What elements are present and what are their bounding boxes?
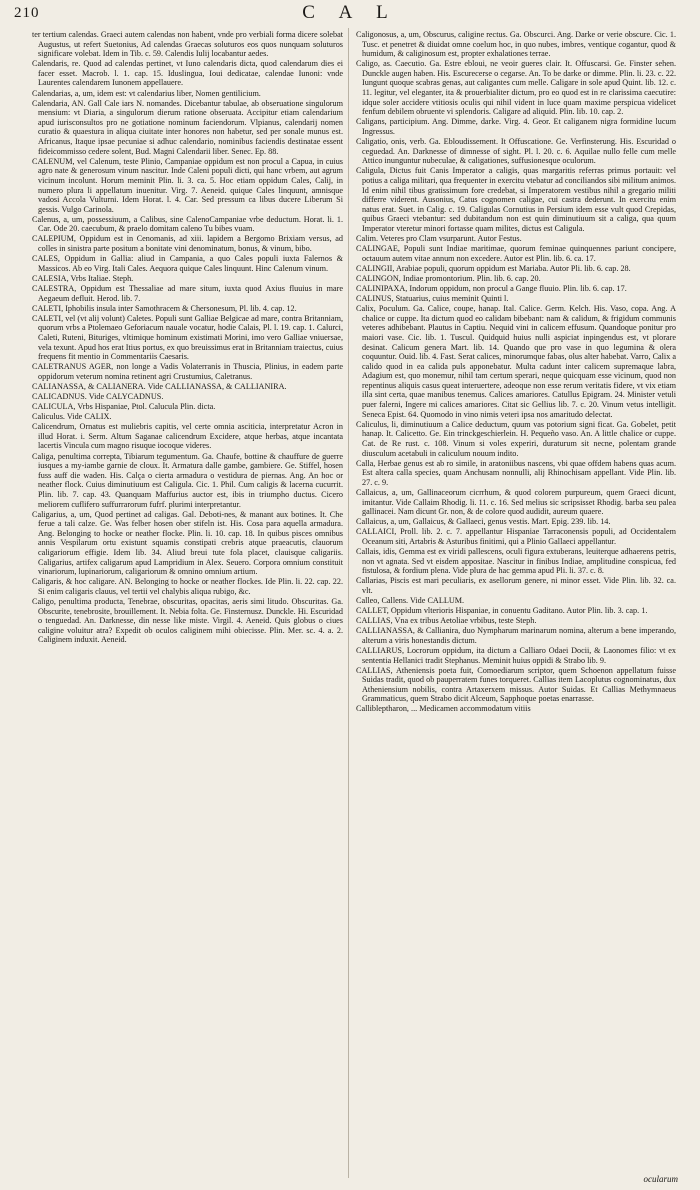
catchword: ocularum	[643, 1174, 678, 1184]
dictionary-entry: Caliculus, li, diminutiuum a Calice deductum, quum vas potorium signi ficat. Ga. Gobelet, petit hanap. It. Calicetto. Ge. Ein trinckgeschierlein. H. Pequeño vaso. An. A little chalice or cuppe. Cat. de Re rust. c. 108. Vinum si voles experiri, duraturum sit necne, polentam grande diusculum acetabuli in caliculum nouum indito.	[356, 419, 676, 458]
dictionary-entry: CALIANASSA, & CALIANERA. Vide CALLIANASSA, & CALLIANIRA.	[32, 381, 287, 391]
dictionary-entry: Calla, Herbae genus est ab ro simile, in aratoniibus nascens, vbi quae offdem habens quas acum. Est altera calla species, quam Anchusam nonnulli, alij Rhinochisam appellant. Vide Plin. lib. 27. c. 9.	[356, 458, 676, 487]
dictionary-entry: CALESIA, Vrbs Italiae. Steph.	[32, 273, 134, 283]
dictionary-entry: Calendaria, AN. Gall Cale iars N. nomandes. Dicebantur tabulae, ab obseruatione singulorum mensium: vt Diaria, a singulorum dierum ratione obseruata. Accipitur etiam calendarium apud iurisconsultos pro ne gotiatione nominum faciendorum. Vlpianus, calendarij nomen curatio & quaestura in aliqua ciuitate inter honores non habetur, sed per sonale munus est. Africanus, Itaque ipsae pecuniae si adhuc calendario, nominibus faciendis destinatae essent fideicommisso cedere solent, Bud. Magni Calendarii liber. Senec. Ep. 88.	[32, 98, 343, 156]
dictionary-entry: Calendaris, re. Quod ad calendas pertinet, vt Iuno calendaris dicta, quod calendarum dies ei facer esset. Macrob. l. 1. cap. 15. Iduslingua, Ioui dedicatae, calendae Iunoni: vnde Laurentes calendarem Iunonem appellauere.	[32, 59, 343, 88]
dictionary-entry: Callais, idis, Gemma est ex viridi pallescens, oculi figura extuberans, leuiterque adhaerens petris, non vt agnata. Sed vt eisdem appositae. Nascitur in finibus Indiae, amplitudine conspicua, fed fistulosa, & fordium plena. Vide plura de hac gemma apud Pli. li. 37. c. 8.	[356, 546, 676, 576]
dictionary-entry: Caligula, Dictus fuit Canis Imperator a caligis, quas margaritis referras primus portauit: vel potius a caliga militari, qua frequenter in exercitu vtebatur ad conciliandos sibi militum animos. Id enim nihil tibus gratissimum fore credebat, si Imperatorem vestibus nihil a gregario militi differre viderent. Ausonius, Catus cognomen caligae, cui castra dederunt. In exercitu enim natus erat. Suet. in Calig. c. 19. Caligulas Cornutius in Persium idem esse vult quod Crepidas, quibus Graeci vtebantur: sed dubitandum non est quin diminutiuum sit a caliga, qua quum Imperator vteretur minori fortasse quam milites, dictus est Caligula.	[356, 166, 676, 233]
dictionary-entry: CALINGAE, Populi sunt Indiae maritimae, quorum feminae quinquennes pariunt concipere, octauum autem vitae annum non excedere. Autor est Plin. lib. 6. ca. 17.	[356, 244, 676, 263]
dictionary-entry: CALINIPAXA, Indorum oppidum, non procul a Gange fluuio. Plin. lib. 6. cap. 17.	[356, 283, 627, 293]
dictionary-entry: CALICADNUS. Vide CALYCADNUS.	[32, 391, 164, 401]
dictionary-entry: CALINGON, Indiae promontorium. Plin. lib. 6. cap. 20.	[356, 273, 541, 283]
dictionary-entry: CALES, Oppidum in Gallia: aliud in Campania, a quo Cales populi iuxta Falernos & Massicos. Ab eo Virg. Itali Cales. Aequora quique Cales linquunt. Hinc Calenum vinum.	[32, 254, 343, 273]
dictionary-entry: CALICULA, Vrbs Hispaniae, Ptol. Calucula Plin. dicta.	[32, 402, 216, 412]
dictionary-entry: Calleo, Callens. Vide CALLUM.	[356, 595, 465, 605]
dictionary-entry: CALLIAS, Vna ex tribus Aetoliae vrbibus, teste Steph.	[356, 616, 537, 626]
dictionary-entry: CALENUM, vel Calenum, teste Plinio, Campaniae oppidum est non procul a Capua, in cuius agro nate & generosum vinum nascitur. Inde Caleni populi dicti, qui hanc vrbem, aut agrum vicinum incolunt. Horum meminit Plin. li. 3. ca. 5. Hoc etiam oppidum Cales, Calij, in numero plura li appellatum inuenitur. Virg. 7. Aeneid. quique Cales linquunt, amnisque vadosi Accola Vulturni. Idem Horat. l. 4. Car. Sed pressum ca libus ducere Liberum Si gessis. Vulgo Carinola.	[32, 156, 343, 214]
dictionary-entry: Caligans, participium. Ang. Dimme, darke. Virg. 4. Geor. Et caliganem nigra formidine lucum Ingressus.	[356, 117, 676, 136]
right-column	[356, 30, 676, 1180]
dictionary-entry: Caligo, penultima producta, Tenebrae, obscuritas, opacitas, aeris simi litudo. Obscuritas. Ga. Obscurite, tenebrosite, brouillement. It. Nebia folta. Ge. Finsternusz. Dunckle. Hi. Escuridad o tenguedad. An. Darknesse, din nesse like miste. Virgil. 4. Aeneid. Quis globus o ciues caligine voluitur atra? Expedit ob oculos caliginem mihi obiecisse. Plin. Mer. sc. 4. a. 2. Caliginem induxit. Aeneid.	[32, 596, 343, 645]
dictionary-entry: CALETI, vel (vt alij volunt) Caletes. Populi sunt Galliae Belgicae ad mare, contra Britanniam, quorum vrbs a Ptolemaeo Geforiacum nauale vocatur, hodie Calais, Pl. l. 19. cap. 1. Calurci, Caleti, Ruteni, Bituriges, vltimique hominum existimati Morini, imo vero Galliae vniuersae, vela texunt. Apud hos erat Itius portus, ex quo breuissimus erat in Britanniam traiectus, cuius frequens fit mentio in Commentariis Caesaris.	[32, 313, 343, 362]
dictionary-entry: CALESTRA, Oppidum est Thessaliae ad mare situm, iuxta quod Axius fluuius in mare Aegaeum defluit. Herod. lib. 7.	[32, 283, 343, 303]
dictionary-entry: CALLIANASSA, & Callianira, duo Nympharum marinarum nomina, alterum a bene imperando, alterum a viris honestandis dictum.	[356, 626, 676, 645]
dictionary-entry: CALLET, Oppidum vlterioris Hispaniae, in conuentu Gaditano. Autor Plin. lib. 3. cap. 1.	[356, 606, 648, 616]
dictionary-entry: Calix, Poculum. Ga. Calice, coupe, hanap. Ital. Calice. Germ. Kelch. His. Vaso, copa. Ang. A chalice or cuppe. Ita dictum quod eo calidam bibebant: nam & calidum, & frigidum communis veteres adhibebant. Plautus in Captiu. Nequid vini in calicem effusum. Quandoque ponitur pro maiori vase. Cic. lib. 1. Tuscul. Quidquid huius nulli aspiciat inpingendus est, vt plorare desinat. Calicum genera Mart. lib. 14. Quando que pro vase in quo legumina & olera coquuntur. Ouid. lib. 4. Fast. Serat calices, minorumque fabas, olus alter habebat. Varro, Calix a calido quod in ea calida puls apponebatur. Multa cadunt inter calicem supremaque labra, Adagium est, quo monemur, nihil tam certum sperari, neque quicquam esse vicinum, quod non repentinus aliquis casus queat interuertere, adeoque non esse rerum veritatis fidere, vt vix etiam illa sint certa, quae manibus tenemus. Calices amariores. Catullus Epigram. 24. Minister vetuli puer falerni, Ingere mi calices amariores. Citat sic Gellius lib. 7. c. 20. Vinum vetus intelligit. Seneca Epist. 64. Quomodo in vino nimis veteri ipsa nos amaritudo delectat.	[356, 304, 676, 419]
dictionary-entry: Calenus, a, um, possessiuum, a Calibus, sine CalenoCampaniae vrbe deductum. Horat. li. 1. Car. Ode 20. caecubum, & praelo domitam caleno Tu bibes vuam.	[32, 214, 343, 234]
dictionary-entry: Caligarius, a, um, Quod pertinet ad caligas. Gal. Deboti-nes, & manant aux botines. It. Che ferue a tali calze. Ge. Was felber hosen ober stifeln ist. His. Cosa para aquella armadura. Ang. Belonging to hocke or neather flocke. Plin. li. 10. cap. 18. In quibus pisces omnibus annis Vespilarum ortu existunt squamis constipati crebris atque praeacutis, clauorum caligariorum effigie. Idem lib. 34. Aliud breui tute fola placet, clauisque caligariis. Caligarius, artifex caligarum apud Lampridium in Alex. Seuero. Corpora omnium constituit vinariorum, lupinariorum, caligariorum & omnino omnium artium.	[32, 509, 343, 577]
dictionary-entry: ter tertium calendas. Graeci autem calendas non habent, vnde pro verbiali forma dicere solebat Augustus, ut refert Suetonius, Ad calendas Graecas soluturos eos quos nunquam soluturos significare volebat. Idem in Tib. c. 59. Calendis Iulij locabantur aedes.	[32, 30, 343, 59]
running-title: C A L	[302, 2, 398, 23]
dictionary-entry: Callaicus, a, um, Gallaicus, & Gallaeci, genus vestis. Mart. Epig. 239. lib. 14.	[356, 517, 611, 527]
dictionary-entry: Caligatio, onis, verb. Ga. Ebloudissement. It Offuscatione. Ge. Verfinsterung. His. Escuridad o ceguedad. An. Darknesse of dimnesse of sight. Pl. l. 20. c. 6. Aquilae nullo felle cum melle Attico inunguntur nubeculae, & caligationes, suffusionesque oculorum.	[356, 137, 676, 166]
page-number: 210	[14, 5, 40, 21]
column-divider	[348, 28, 349, 1178]
dictionary-entry: CALLIARUS, Locrorum oppidum, ita dictum a Calliaro Odaei Docii, & Laonomes filio: vt ex sententia Hellanici tradit Stephanus. Meminit huius oppidi & Strabo lib. 9.	[356, 645, 676, 665]
dictionary-entry: Caligonosus, a, um, Obscurus, caligine rectus. Ga. Obscurci. Ang. Darke or verie obscure. Cic. 1. Tusc. et penetret & diuidat omne coelum hoc, in quo nubes, imbres, ventique cogantur, quod & humidum, & caliginosum est, propter exhalationes terrae.	[356, 30, 676, 59]
dictionary-entry: Caliga, penultima correpta, Tibiarum tegumentum. Ga. Chaufe, bottine & chauffure de guerre iusques a my-iambe garnie de cloux. It. Armatura dalle gambe, gambiere. Ge. Stiffel, hosen fuss auff die waden. His. Calça o cierta armadura o vestidura de piernas. Ang. An hoc or neather flock. Cuius diminutiuum est Caligula. Cic. 1. Phil. Cum caligis & lacerna cucurrit. Plin. lib. 7. cap. 43. Quanquam Maffurius auctor est, ibis in triumpho ductus. Cicero meliorem cuflifero suffurrarorum fufrf. plurimi interpretantur.	[32, 451, 343, 509]
dictionary-entry: CALETRANUS AGER, non longe a Vadis Volaterranis in Thuscia, Plinius, in eadem parte oppidorum veterum nomina retinent agri Crustumius, Caletranus.	[32, 362, 343, 381]
dictionary-entry: CALETI, Iphobilis insula inter Samothracem & Chersonesum, Pl. lib. 4. cap. 12.	[32, 303, 297, 313]
dictionary-entry: Callaicus, a, um, Gallinaceorum cicrrhum, & quod colorem purpureum, quem Graeci dicunt, imitantur. Vide Callaim Rhodig. li. 11. c. 16. Sed melius sic scripsisset Rhodig. barba seu palea gallinacei. Nam dicunt Gr. non, & de colore quod audidit, aureum quaere.	[356, 487, 676, 517]
dictionary-entry: Caligaris, & hoc caligare. AN. Belonging to hocke or neather flockes. Ide Plin. li. 22. cap. 22. Si enim caligaris clauus, vel tertii vel chalybis aliqua rubigo, &c.	[32, 577, 343, 596]
dictionary-entry: Caliculus. Vide CALIX.	[32, 412, 112, 422]
dictionary-entry: Calendarias, a, um, idem est: vt calendarius liber, Nomen gentilicium.	[32, 88, 261, 98]
dictionary-entry: Calim. Veteres pro Clam vsurparunt. Autor Festus.	[356, 233, 522, 243]
dictionary-entry: CALINUS, Statuarius, cuius meminit Quinti l.	[356, 294, 509, 304]
dictionary-entry: CALEPIUM, Oppidum est in Cenomanis, ad xiii. lapidem a Bergomo Brixiam versus, ad colles in sinistra parte positum a bonitate vini denominatum, bonus, & vinum, bibo.	[32, 234, 343, 254]
dictionary-entry: Caligo, as. Caecutio. Ga. Estre ebloui, ne veoir gueres clair. It. Offuscarsi. Ge. Finster sehen. Dunckle augen haben. His. Escurecerse o cegarse. An. To be darke or dimme. Plin. li. 23. c. 22. Iungunt quoque scabras genas, aut caligantes cum melle. Caligare in sole apud Quint. lib. 12. c. 11. legitur, vel eleganter, ita & prouerbialiter dictum, pro eo quod est in re clarissima caecutire: idque soler accidere vtitiosis oculis qui nihil vident in luce quam maxime perspicua videlicet fenfum debilem obruente vi splendoris. Caligare ad aliquid. Plin. lib. 10. cap. 2.	[356, 59, 676, 117]
page-header	[0, 0, 700, 30]
dictionary-entry: CALINGII, Arabiae populi, quorum oppidum est Mariaba. Autor Pli. lib. 6. cap. 28.	[356, 263, 631, 273]
dictionary-entry: CALLIAS, Atheniensis poeta fuit, Comoediarum scriptor, quem Schoenon appellatum fuisse Suidas tradit, quod ob pauperratem funes torqueret. Callias item Lacoplutus cognominatus, dux Atheniensium nobilis, contra Artaxerxem missus. Autor Suidas. Et Callias Methymnaeus Grammaticus, quem Strabo dicit Alceum, Sapphoque poetas enarrasse.	[356, 665, 676, 704]
dictionary-entry: Callibleptharon, ... Medicamen accommodatum vitiis	[356, 704, 531, 714]
left-column	[32, 30, 343, 1180]
dictionary-entry: CALLAICI, Proll. lib. 2. c. 7. appellantur Hispaniae Tarraconensis populi, ad Occidentalem Oceanum siti, Artabris & Asturibus finitimi, qui a Plinio Gallaeci appellantur.	[356, 527, 676, 546]
dictionary-entry: Calicendrum, Ornatus est muliebris capitis, vel certe omnia asciticia, interpretatur Acron in illud Horat. i. Serm. Altum Saganae calicendrum Excidere, atque herbas, atque incantata lacertis Vincula cum magno risuque iocoque videres.	[32, 422, 343, 451]
dictionary-entry: Callarias, Piscis est mari peculiaris, ex asellorum genere, ni minor esset. Vide Plin. lib. 32. ca. vlt.	[356, 576, 676, 595]
